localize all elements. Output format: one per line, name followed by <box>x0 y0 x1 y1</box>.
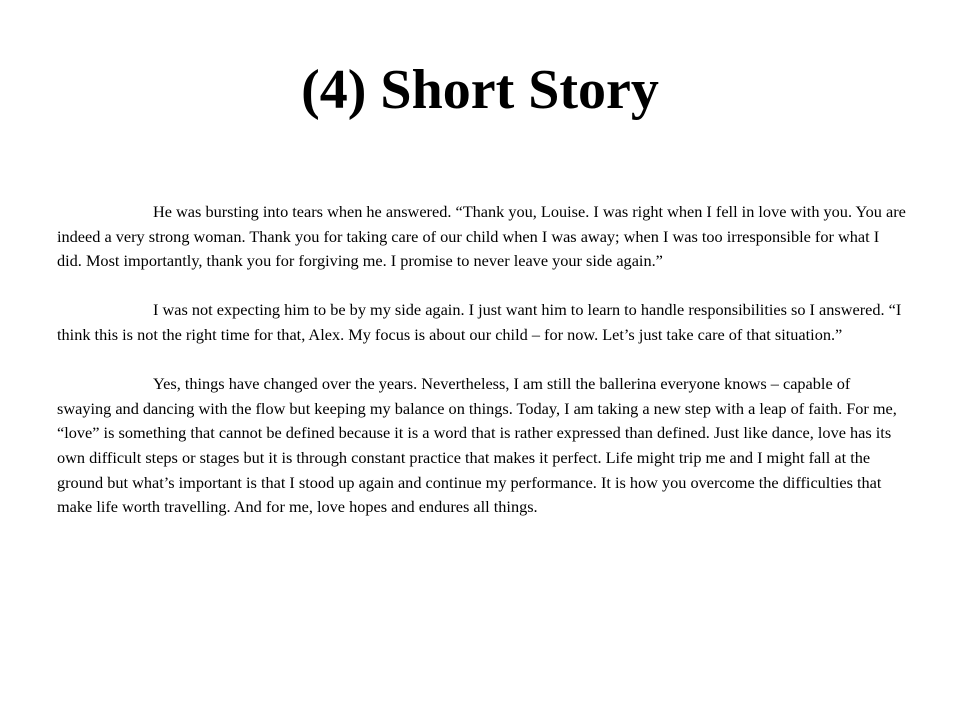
story-paragraph-3: Yes, things have changed over the years. Nevertheless, I am still the ballerina everyone knows – capable of swaying and dancing with the flow but keeping my balance on things. Today, I am taking a new step with a leap of faith. For me, “love” is something that cannot be defined because it is a word that is rather expressed than defined. Just like dance, love has its own difficult steps or stages but it is through constant practice that makes it perfect. Life might trip me and I might fall at the ground but what’s important is that I stood up again and continue my performance. It is how you overcome the difficulties that make life worth travelling. And for me, love hopes and endures all things. <box>57 374 897 517</box>
story-paragraph-2: I was not expecting him to be by my side again. I just want him to learn to handle responsibilities so I answered. “I think this is not the right time for that, Alex. My focus is about our child – for now. Let’s just take care of that situation.” <box>57 300 902 344</box>
story-body <box>57 200 907 544</box>
slide-title: (4) Short Story <box>301 59 659 121</box>
story-paragraph-1: He was bursting into tears when he answered. “Thank you, Louise. I was right when I fell in love with you. You are indeed a very strong woman. Thank you for taking care of our child when I was away; when I was too irresponsible for what I did. Most importantly, thank you for forgiving me. I promise to never leave your side again.” <box>57 202 906 271</box>
